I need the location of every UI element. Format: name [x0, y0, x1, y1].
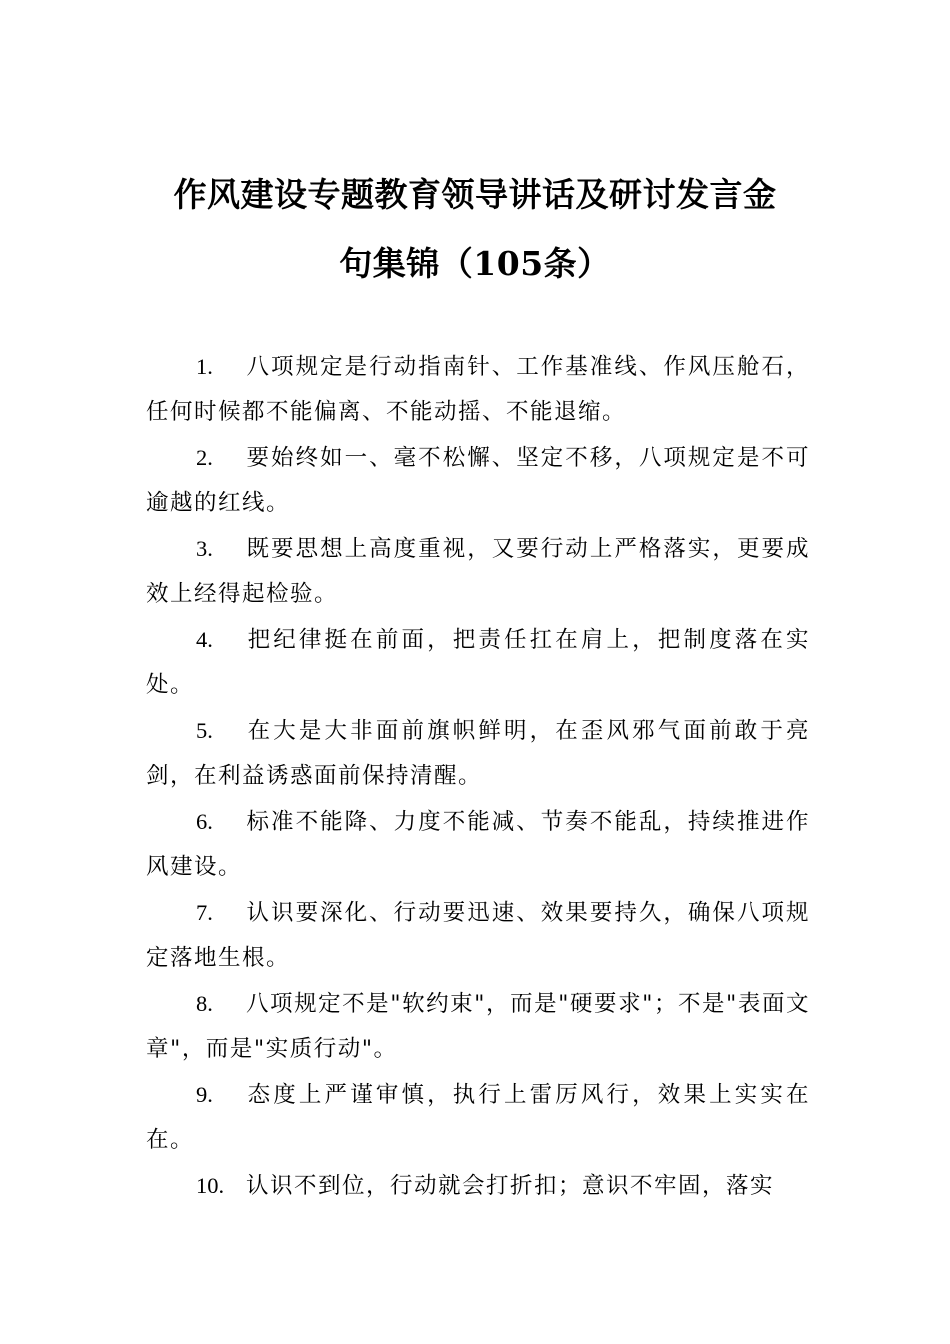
- quote-number: 9.: [196, 1082, 213, 1107]
- quote-item: [146, 981, 810, 1072]
- quote-text: 八项规定是行动指南针、工作基准线、作风压舱石，任何时候都不能偏离、不能动摇、不能退缩。: [146, 354, 810, 425]
- quote-item: [146, 344, 810, 435]
- quote-text: 态度上严谨审慎，执行上雷厉风行，效果上实实在在。: [146, 1082, 810, 1153]
- quote-number: 3.: [196, 536, 213, 561]
- quote-number: 7.: [196, 900, 213, 925]
- quote-text: 标准不能降、力度不能减、节奏不能乱，持续推进作风建设。: [146, 809, 810, 880]
- quote-number: 6.: [196, 809, 213, 834]
- quote-item: [146, 890, 810, 981]
- document-title-line-2: 句集锦（105条）: [339, 244, 611, 283]
- quote-number: 1.: [196, 354, 213, 379]
- quote-item: [146, 526, 810, 617]
- quote-item: [146, 799, 810, 890]
- quote-item: [146, 617, 810, 708]
- quote-number: 8.: [196, 991, 213, 1016]
- quote-number: 4.: [196, 627, 213, 652]
- quote-list: [146, 344, 810, 1209]
- quote-text: 在大是大非面前旗帜鲜明，在歪风邪气面前敢于亮剑，在利益诱惑面前保持清醒。: [146, 718, 810, 789]
- quote-text: 八项规定不是"软约束"，而是"硬要求"；不是"表面文章"，而是"实质行动"。: [146, 991, 810, 1062]
- document-title-line-1: 作风建设专题教育领导讲话及研讨发言金: [173, 175, 777, 214]
- quote-number: 2.: [196, 445, 213, 470]
- quote-item: [146, 435, 810, 526]
- quote-item: [146, 708, 810, 799]
- quote-item: [146, 1072, 810, 1163]
- quote-text: 要始终如一、毫不松懈、坚定不移，八项规定是不可逾越的红线。: [146, 445, 810, 516]
- quote-number: 10.: [196, 1173, 225, 1198]
- quote-text: 认识不到位，行动就会打折扣；意识不牢固，落实: [246, 1173, 775, 1199]
- quote-item: [146, 1163, 810, 1209]
- quote-text: 把纪律挺在前面，把责任扛在肩上，把制度落在实处。: [146, 627, 810, 698]
- quote-text: 认识要深化、行动要迅速、效果要持久，确保八项规定落地生根。: [146, 900, 810, 971]
- quote-number: 5.: [196, 718, 213, 743]
- quote-text: 既要思想上高度重视，又要行动上严格落实，更要成效上经得起检验。: [146, 536, 810, 607]
